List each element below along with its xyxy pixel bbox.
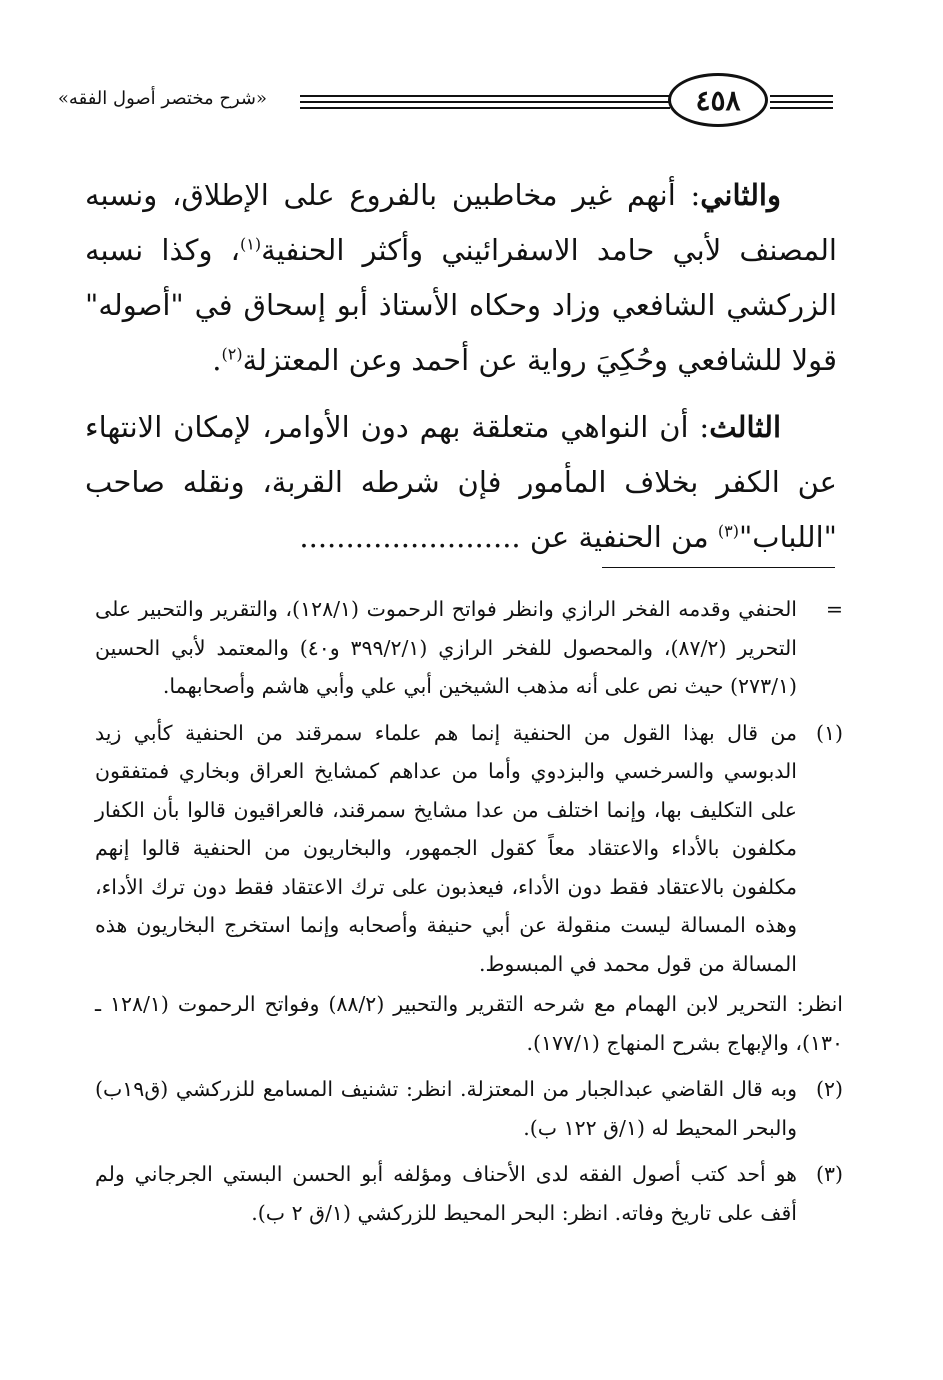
- footnote-1-references: [95, 985, 843, 1062]
- paragraph-second-opinion: [85, 168, 837, 388]
- main-text: [85, 168, 837, 565]
- header-rule: [300, 101, 670, 103]
- paragraph-lead: والثاني: [700, 178, 781, 212]
- footnote-continuation: [95, 590, 843, 706]
- footnote-text: الحنفي وقدمه الفخر الرازي وانظر فواتح الرحموت (١٢٨/١)، والتقرير والتحبير على التحرير (٨٧/٢)، والمحصول للفخر الرازي (٣٩٩/٢/١ و٤٠) والمعتمد لأبي الحسين (٢٧٣/١) حيث نص على أنه مذهب الشيخين أبي علي وأبي هاشم وأصحابهما.: [95, 597, 798, 698]
- paragraph-text: .: [212, 343, 222, 377]
- page-number: [668, 73, 768, 127]
- footnotes: [95, 590, 843, 1240]
- page-number-text: ٤٥٨: [695, 83, 741, 117]
- header-rule: [300, 107, 670, 109]
- footnote-separator: [602, 567, 835, 568]
- running-title: «شرح مختصر أصول الفقه»: [57, 88, 267, 109]
- footnote-mark: =: [825, 597, 843, 621]
- footnote-mark: (٣): [815, 1162, 843, 1186]
- footnote-2: [95, 1070, 843, 1147]
- header-rule: [770, 107, 833, 109]
- footnote-ref[interactable]: (١): [239, 234, 262, 254]
- header-rule: [770, 101, 833, 103]
- ellipsis-dots: ........................: [299, 520, 521, 554]
- paragraph-text: : أنهم غير مخاطبين بالفروع على الإطلاق، ونسبه المصنف لأبي حامد الاسفرائيني وأكثر الحنفية: [85, 178, 837, 267]
- footnote-ref[interactable]: (٣): [717, 521, 739, 541]
- footnote-1: [95, 714, 843, 984]
- footnote-text: انظر: التحرير لابن الهمام مع شرحه التقرير والتحبير (٨٨/٢) وفواتح الرحموت (١٢٨/١ ـ ١٣٠)، والإبهاج بشرح المنهاج (١٧٧/١).: [95, 992, 844, 1055]
- paragraph-lead: الثالث: [709, 410, 781, 444]
- footnote-mark: (١): [815, 720, 843, 745]
- paragraph-third-opinion: [85, 400, 837, 565]
- header-rule: [300, 95, 670, 97]
- header-rule: [770, 95, 833, 97]
- paragraph-text: : أن النواهي متعلقة بهم دون الأوامر، لإمكان الانتهاء عن الكفر بخلاف المأمور فإن شرطه القربة، ونقله صاحب "اللباب": [85, 410, 837, 554]
- paragraph-text: ، وكذا نسبه الزركشي الشافعي وزاد وحكاه الأستاذ أبو إسحاق في "أصوله" قولا للشافعي وحُكِيَ رواية عن أحمد وعن المعتزلة: [85, 233, 837, 377]
- footnote-text: وبه قال القاضي عبدالجبار من المعتزلة. انظر: تشنيف المسامع للزركشي (ق١٩ب) والبحر المحيط له (١/ق ١٢٢ ب).: [95, 1077, 797, 1140]
- paragraph-text: من الحنفية عن: [520, 520, 718, 554]
- footnote-text: من قال بهذا القول من الحنفية إنما هم علماء سمرقند من الحنفية كأبي زيد الدبوسي والسرخسي والبزدوي وأما من عداهم كمشايخ العراق وبخاري فمتفقون على التكليف بها، وإنما اختلف من عدا مشايخ سمرقند، فالعراقيون قالوا بأن الكفار مكلفون بالأداء والاعتقاد معاً كقول الجمهور، والبخاريون من الحنفية قالوا إنهم مكلفون بالاعتقاد فقط دون الأداء، فيعذبون على ترك الاعتقاد فقط دون ترك الأداء، وهذه المسالة ليست منقولة عن أبي حنيفة وأصحابه وإنما استخرج البخاريون هذه المسالة من قول محمد في المبسوط.: [95, 720, 797, 976]
- footnote-mark: (٢): [815, 1077, 843, 1101]
- footnote-ref[interactable]: (٢): [221, 344, 243, 364]
- footnote-3: [95, 1155, 843, 1232]
- footnote-text: هو أحد كتب أصول الفقه لدى الأحناف ومؤلفه أبو الحسن البستي الجرجاني ولم أقف على تاريخ وفاته. انظر: البحر المحيط للزركشي (١/ق ٢ ب).: [95, 1162, 797, 1225]
